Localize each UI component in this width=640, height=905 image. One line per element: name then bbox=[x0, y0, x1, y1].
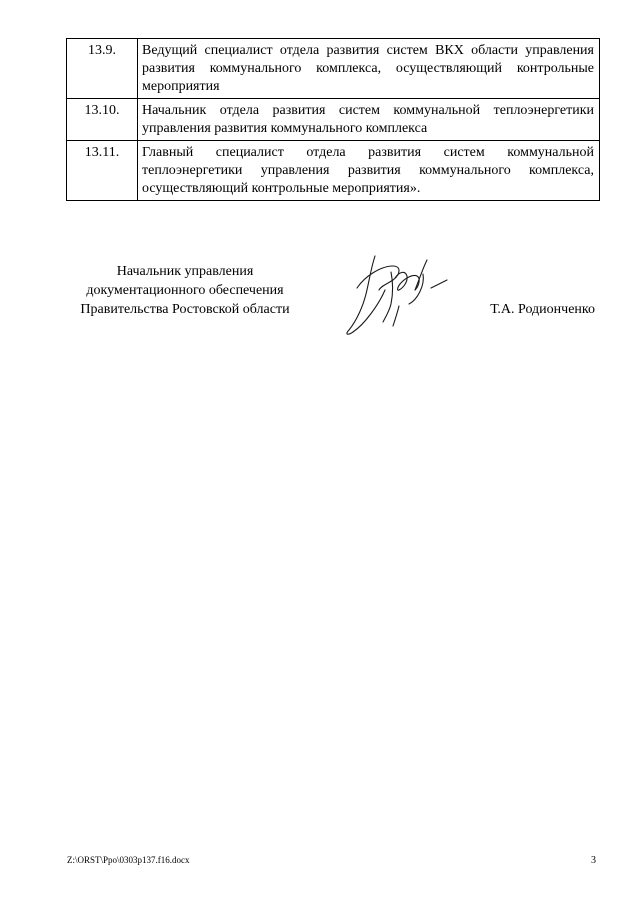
row-number: 13.10. bbox=[67, 99, 138, 141]
signatory-position-line: Правительства Ростовской области bbox=[80, 302, 290, 317]
signature-stroke bbox=[393, 306, 399, 326]
row-number: 13.11. bbox=[67, 141, 138, 201]
table-row bbox=[67, 141, 600, 201]
signature-stroke bbox=[347, 256, 385, 334]
signatory-position-line: документационного обеспечения bbox=[86, 283, 284, 298]
table-row bbox=[67, 99, 600, 141]
signatory-position-line: Начальник управления bbox=[116, 264, 254, 279]
positions-table bbox=[66, 38, 600, 201]
position-title: Главный специалист отдела развития систем коммунальной теплоэнергетики управления развития коммунального комплекса, осуществляющий контрольные мероприятия». bbox=[138, 141, 600, 201]
signatory-name: Т.А. Родионченко bbox=[490, 302, 595, 317]
handwritten-signature bbox=[335, 248, 460, 340]
position-title: Ведущий специалист отдела развития систем ВКХ области управления развития коммунального комплекса, осуществляющий контрольные мероприятия bbox=[138, 39, 600, 99]
signature-stroke bbox=[415, 260, 427, 290]
file-path: Z:\ORST\Ppo\0303p137.f16.docx bbox=[67, 855, 190, 865]
row-number: 13.9. bbox=[67, 39, 138, 99]
table-row bbox=[67, 39, 600, 99]
signature-stroke bbox=[383, 272, 393, 322]
signatory-position bbox=[60, 262, 310, 319]
page-number: 3 bbox=[591, 855, 596, 866]
signature-stroke bbox=[431, 280, 447, 288]
position-title: Начальник отдела развития систем коммунальной теплоэнергетики управления развития коммунального комплекса bbox=[138, 99, 600, 141]
